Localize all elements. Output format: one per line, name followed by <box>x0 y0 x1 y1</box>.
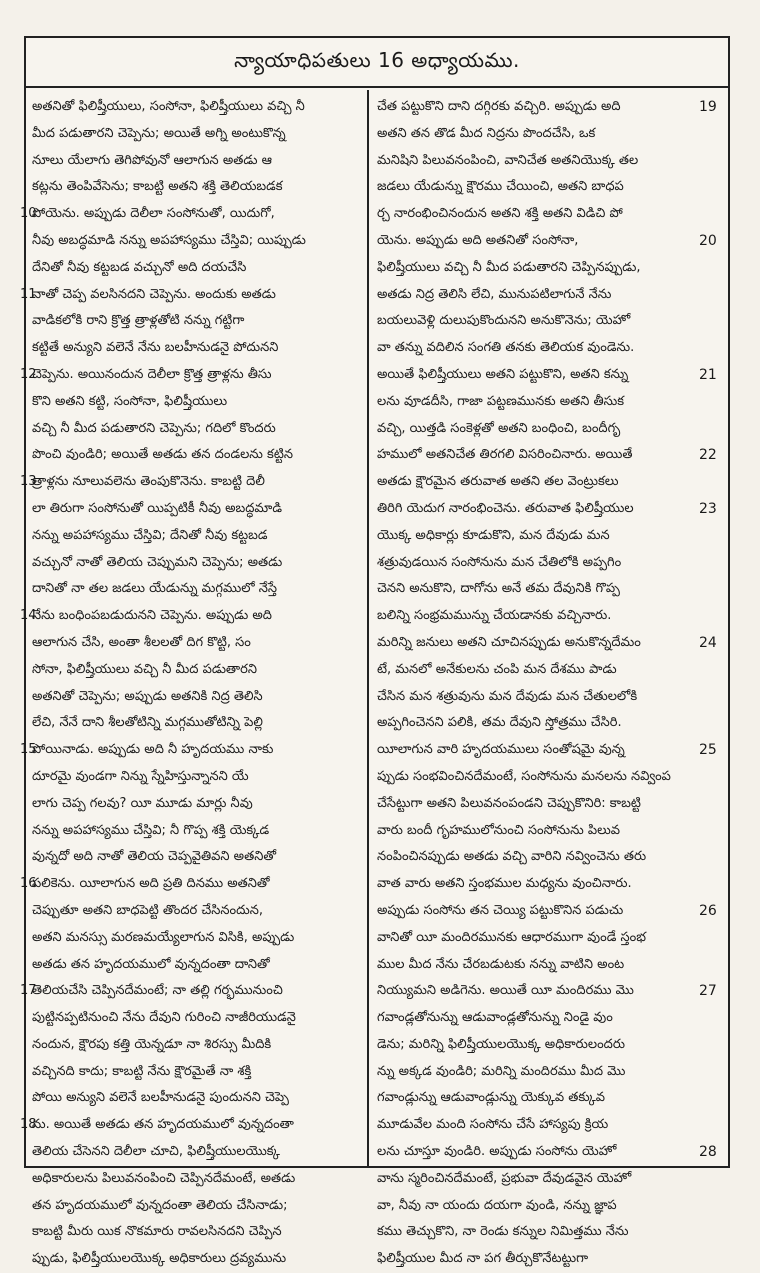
verse-number: 26 <box>699 902 717 919</box>
text-line: చెనని అనుకొని, దాగోను అనే తమ దేవునికి గొప్ప <box>377 581 620 597</box>
verse-number: 21 <box>699 366 717 383</box>
text-line: త్రాళ్లను నూలువలెను తెంపుకొనెను. కాబట్టి దెలీ <box>32 474 265 490</box>
text-line: పొంచి వుండిరి; అయితే అతడు తన దండలను కట్టిన <box>32 447 293 463</box>
text-line: పోయినాడు. అప్పుడు అది నీ హృదయము నాకు <box>32 742 274 758</box>
text-line: లా తిరుగా సంసోనుతో యిప్పటికీ నీవు అబద్ధమాడి <box>32 500 282 516</box>
text-line: లేచి, నేనే దాని శీలతోటిన్ని మగ్గముతోటిన్ని పెల్లి <box>32 715 263 731</box>
right-column <box>371 90 701 1267</box>
text-line: వాత వారు అతని స్తంభముల మధ్యను వుంచినారు. <box>377 876 632 892</box>
text-line: అతడు తన హృదయములో వున్నదంతా దానితో <box>32 956 270 972</box>
right-verse-numbers <box>699 90 731 1273</box>
verse-number: 19 <box>699 99 717 115</box>
text-line: కొని అతని కట్టి, సంసోనా, ఫిలిష్తీయులు <box>32 393 228 409</box>
text-line: నీవు అబద్ధమాడి నన్ను అపహాస్యము చేస్తివి; యిప్పుడు <box>32 232 306 248</box>
scripture-page <box>20 36 730 1267</box>
text-line: వానితో యీ మందిరమునకు ఆధారముగా వుండే స్తంభ <box>377 929 646 945</box>
text-line: చేత పట్టుకొని దాని దగ్గిరకు వచ్చిరి. అప్పుడు అది <box>377 99 621 114</box>
text-line: మీద పడుతారని చెప్పెను; అయితే అగ్ని అంటుకొన్న <box>32 125 286 141</box>
verse-number: 24 <box>699 634 717 651</box>
text-line: వచ్చినది కాదు; కాబట్టి నేను క్షౌరమైతే నా శక్తి <box>32 1063 252 1079</box>
text-line: టే, మనలో అనేకులను చంపి మన దేశము పాడు <box>377 661 617 677</box>
verse-number: 22 <box>699 447 717 464</box>
text-line: చెప్పుతూ అతని బాధపెట్టి తొందర చేసినందున, <box>32 902 264 918</box>
text-line: నన్ను అపహాస్యము చేస్తివి; నీ గొప్ప శక్తి యెక్కడ <box>32 822 270 838</box>
text-line: కట్టితే అన్యుని వలెనే నేను బలహీనుడనై పోదునని <box>32 340 279 356</box>
text-line: తెలియ చేసెనని దెలీలా చూచి, ఫిలిష్తీయులయొక్క <box>32 1144 280 1160</box>
text-line: అధికారులను పిలువనంపించి చెప్పినదేమంటే, అతడు <box>32 1170 296 1186</box>
text-line: నందున, క్షౌరపు కత్తి యెన్నడూ నా శిరస్సు మీదికి <box>32 1036 272 1052</box>
text-line: అప్పుడు సంసోను తన చెయ్యి పట్టుకొనిన పడుచు <box>377 902 624 918</box>
text-line: మూడువేల మంది సంసోను చేసే హాస్యపు క్రియ <box>377 1117 609 1133</box>
verse-number: 28 <box>699 1144 717 1161</box>
text-line: ప్పుడు సంభవించినదేమంటే, సంసోనును మనలను నవ్వింప <box>377 768 671 784</box>
verse-number: 13 <box>20 474 37 490</box>
text-line: పోయి అన్యుని వలెనే బలహీనుడనై పుందునని చెప్పె <box>32 1090 289 1106</box>
text-line: వారు బందీ గృహములోనుంచి సంసోనును పిలువ <box>377 822 621 838</box>
text-line: ముల మీద నేను చేరబడుటకు నన్ను వాటిని అంట <box>377 956 625 972</box>
text-line: తన హృదయములో వున్నదంతా తెలియ చేసినాడు; <box>32 1197 288 1213</box>
verse-number: 12 <box>20 366 37 382</box>
text-line: శత్రువుడయిన సంసోనును మన చేతిలోకి అప్పగిం <box>377 554 622 570</box>
verse-number: 18 <box>20 1117 37 1133</box>
verse-number: 27 <box>699 983 717 1000</box>
text-line: పుట్టినప్పటినుంచి నేను దేవుని గురించి నాజీరియుడనై <box>32 1010 296 1026</box>
text-line: అతని తన తొడ మీద నిద్రను పొందచేసి, ఒక <box>377 125 596 141</box>
text-line: కము తెచ్చుకొని, నా రెండు కన్నుల నిమిత్తము నేను <box>377 1224 629 1240</box>
verse-number: 14 <box>20 608 37 624</box>
text-line: డెను; మరిన్ని ఫిలిష్తీయులయొక్క అధికారులందరు <box>377 1036 626 1052</box>
text-line: బలిన్ని సంభ్రమమున్ను చేయడానకు వచ్చినారు. <box>377 608 612 624</box>
text-line: యెను. అప్పుడు అది అతనితో సంసోనా, <box>377 232 579 248</box>
text-line: వచ్చి, యిత్తడి సంకెళ్లతో అతని బంధించి, బందీగృ <box>377 420 621 436</box>
verse-number: 17 <box>20 983 37 999</box>
text-line: లను చూస్తూ వుండిరి. అప్పుడు సంసోను యెహో <box>377 1144 617 1160</box>
verse-number: 11 <box>20 286 37 302</box>
text-line: కాబట్టి మీరు యిక నొకమారు రావలసినదని చెప్పిన <box>32 1224 282 1240</box>
text-line: పలికెను. యీలాగున అది ప్రతి దినము అతనితో <box>32 876 270 892</box>
page-title: న్యాయాధిపతులు 16 అధ్యాయము. <box>26 38 728 88</box>
text-line: వచ్చి నీ మీద పడుతారని చెప్పెను; గదిలో కొందరు <box>32 420 276 436</box>
text-line: వాను స్మరించినదేమంటే, ప్రభువా దేవుడవైన యెహో <box>377 1170 632 1186</box>
text-line: చెప్పెను. అయినందున దెలీలా క్రొత్త త్రాళ్లను తీసు <box>32 366 272 382</box>
verse-number: 15 <box>20 742 37 758</box>
left-verse-numbers <box>20 94 37 1273</box>
left-column <box>26 90 369 1267</box>
text-line: మరిన్ని జనులు అతని చూచినప్పుడు అనుకొన్నదేమం <box>377 634 641 650</box>
text-line: ఫిలిష్తీయుల మీద నా పగ తీర్చుకొనేటట్టుగా <box>377 1251 589 1267</box>
verse-number: 25 <box>699 742 717 759</box>
text-line: పోయెను. అప్పుడు దెలీలా సంసోనుతో, యిదుగో, <box>32 206 275 222</box>
text-line: ఆలాగున చేసి, అంతా శీలలతో దిగ కొట్టి, సం <box>32 634 251 650</box>
text-line: హములో అతనిచేత తిరగలి విసరించినారు. అయితే <box>377 447 633 463</box>
text-line: ప్పుడు, ఫిలిష్తీయులయొక్క అధికారులు ద్రవ్యమును <box>32 1251 287 1267</box>
text-line: అతని మనస్సు మరణమయ్యేలాగున విసికి, అప్పుడు <box>32 929 295 945</box>
text-line: బయలువెళ్లి దులుపుకొందునని అనుకొనెను; యెహో <box>377 313 631 329</box>
text-line: దేనితో నీవు కట్టబడ వచ్చునో అది దయచేసి <box>32 259 247 275</box>
text-line: కట్లను తెంపివేసెను; కాబట్టి అతని శక్తి తెలియబడక <box>32 179 283 195</box>
text-line: యొక్క అధికార్లు కూడుకొని, మన దేవుడు మన <box>377 527 610 543</box>
text-line: మనిషిని పిలువనంపించి, వానిచేత అతనియొక్క తల <box>377 152 639 168</box>
verse-number: 16 <box>20 876 37 892</box>
text-line: లాగు చెప్ప గలవు? యీ మూడు మార్లు నీవు <box>32 795 253 811</box>
text-line: వా, నీవు నా యందు దయగా వుండి, నన్ను జ్ఞాప <box>377 1197 617 1213</box>
verse-number: 20 <box>699 232 717 249</box>
text-line: వచ్చునో నాతో తెలియ చెప్పుమని చెప్పెను; అతడు <box>32 554 283 570</box>
text-line: సోనా, ఫిలిష్తీయులు వచ్చి నీ మీద పడుతారని <box>32 661 257 677</box>
text-line: ఫిలిష్తీయులు వచ్చి నీ మీద పడుతారని చెప్పినప్పుడు, <box>377 259 641 275</box>
text-line: చేసిన మన శత్రువును మన దేవుడు మన చేతులలోకి <box>377 688 638 704</box>
text-line: దూరమై వుండగా నిన్ను స్నేహిస్తున్నానని యే <box>32 768 249 784</box>
text-line: వాడికలోకి రాని క్రొత్త త్రాళ్లతోటి నన్ను గట్టిగా <box>32 313 245 329</box>
text-line: నేను బంధింపబడుదునని చెప్పెను. అప్పుడు అది <box>32 608 272 624</box>
text-line: గవాండ్లున్ను ఆడువాండ్లున్ను యెక్కువ తక్కువ <box>377 1090 606 1106</box>
text-line: లను వూడదీసి, గాజా పట్టణమునకు అతని తీసుక <box>377 393 625 409</box>
verse-number: 23 <box>699 500 717 517</box>
text-line: నియ్యుమని అడిగెను. అయితే యీ మందిరము మొ <box>377 983 634 999</box>
text-line: ను. అయితే అతడు తన హృదయములో వున్నదంతా <box>32 1117 294 1133</box>
text-line: నంపించినప్పుడు అతడు వచ్చి వారిని నవ్వించెను తరు <box>377 849 647 865</box>
text-line: జడలు యేడున్ను క్షౌరము చేయించి, అతని బాధప <box>377 179 624 195</box>
text-line: దానితో నా తల జడలు యేడున్ను మగ్గములో నేస్తే <box>32 581 278 597</box>
text-line: అయితే ఫిలిష్తీయులు అతని పట్టుకొని, అతని కన్ను <box>377 366 629 382</box>
text-line: అతనితో ఫిలిష్తీయులు, సంసోనా, ఫిలిష్తీయులు వచ్చి నీ <box>32 99 305 114</box>
text-line: నూలు యేలాగు తెగిపోవునో ఆలాగున అతడు ఆ <box>32 152 272 168</box>
text-line: ర్చ నారంభించినందున అతని శక్తి అతని విడిచి పో <box>377 206 623 222</box>
verse-number: 10 <box>20 206 37 222</box>
text-line: గవాండ్లతోనున్ను ఆడువాండ్లతోనున్ను నిండై వుం <box>377 1010 613 1026</box>
text-line: అతడు క్షౌరమైన తరువాత అతని తల వెంట్రుకలు <box>377 474 619 490</box>
text-line: యీలాగున వారి హృదయములు సంతోషమై వున్న <box>377 742 625 758</box>
text-line: అప్పగించెనని పలికి, తమ దేవుని స్తోత్రము చేసిరి. <box>377 715 622 731</box>
text-line: వా తన్ను వదిలిన సంగతి తనకు తెలియక వుండెను. <box>377 340 635 356</box>
text-line: అతనితో చెప్పెను; అప్పుడు అతనికి నిద్ర తెలిసి <box>32 688 263 704</box>
text-line: తెలియచేసి చెప్పినదేమంటే; నా తల్లి గర్భమునుంచి <box>32 983 283 999</box>
text-line: వున్నదో అది నాతో తెలియ చెప్పవైతివని అతనితో <box>32 849 277 865</box>
text-line: న్ను అక్కడ వుండిరి; మరిన్ని మందిరము మీద మొ <box>377 1063 626 1079</box>
text-line: చేసేట్టుగా అతని పిలువనంపండని చెప్పుకొనిరి: కాబట్టి <box>377 795 641 811</box>
text-line: నన్ను అపహాస్యము చేస్తివి; దేనితో నీవు కట్టబడ <box>32 527 268 543</box>
text-line: అతడు నిద్ర తెలిసి లేచి, మునుపటిలాగునే నేను <box>377 286 612 302</box>
text-line: నాతో చెప్ప వలసినదని చెప్పెను. అందుకు అతడు <box>32 286 276 302</box>
text-line: తిరిగి యెదుగ నారంభించెను. తరువాత ఫిలిష్తీయుల <box>377 500 634 516</box>
